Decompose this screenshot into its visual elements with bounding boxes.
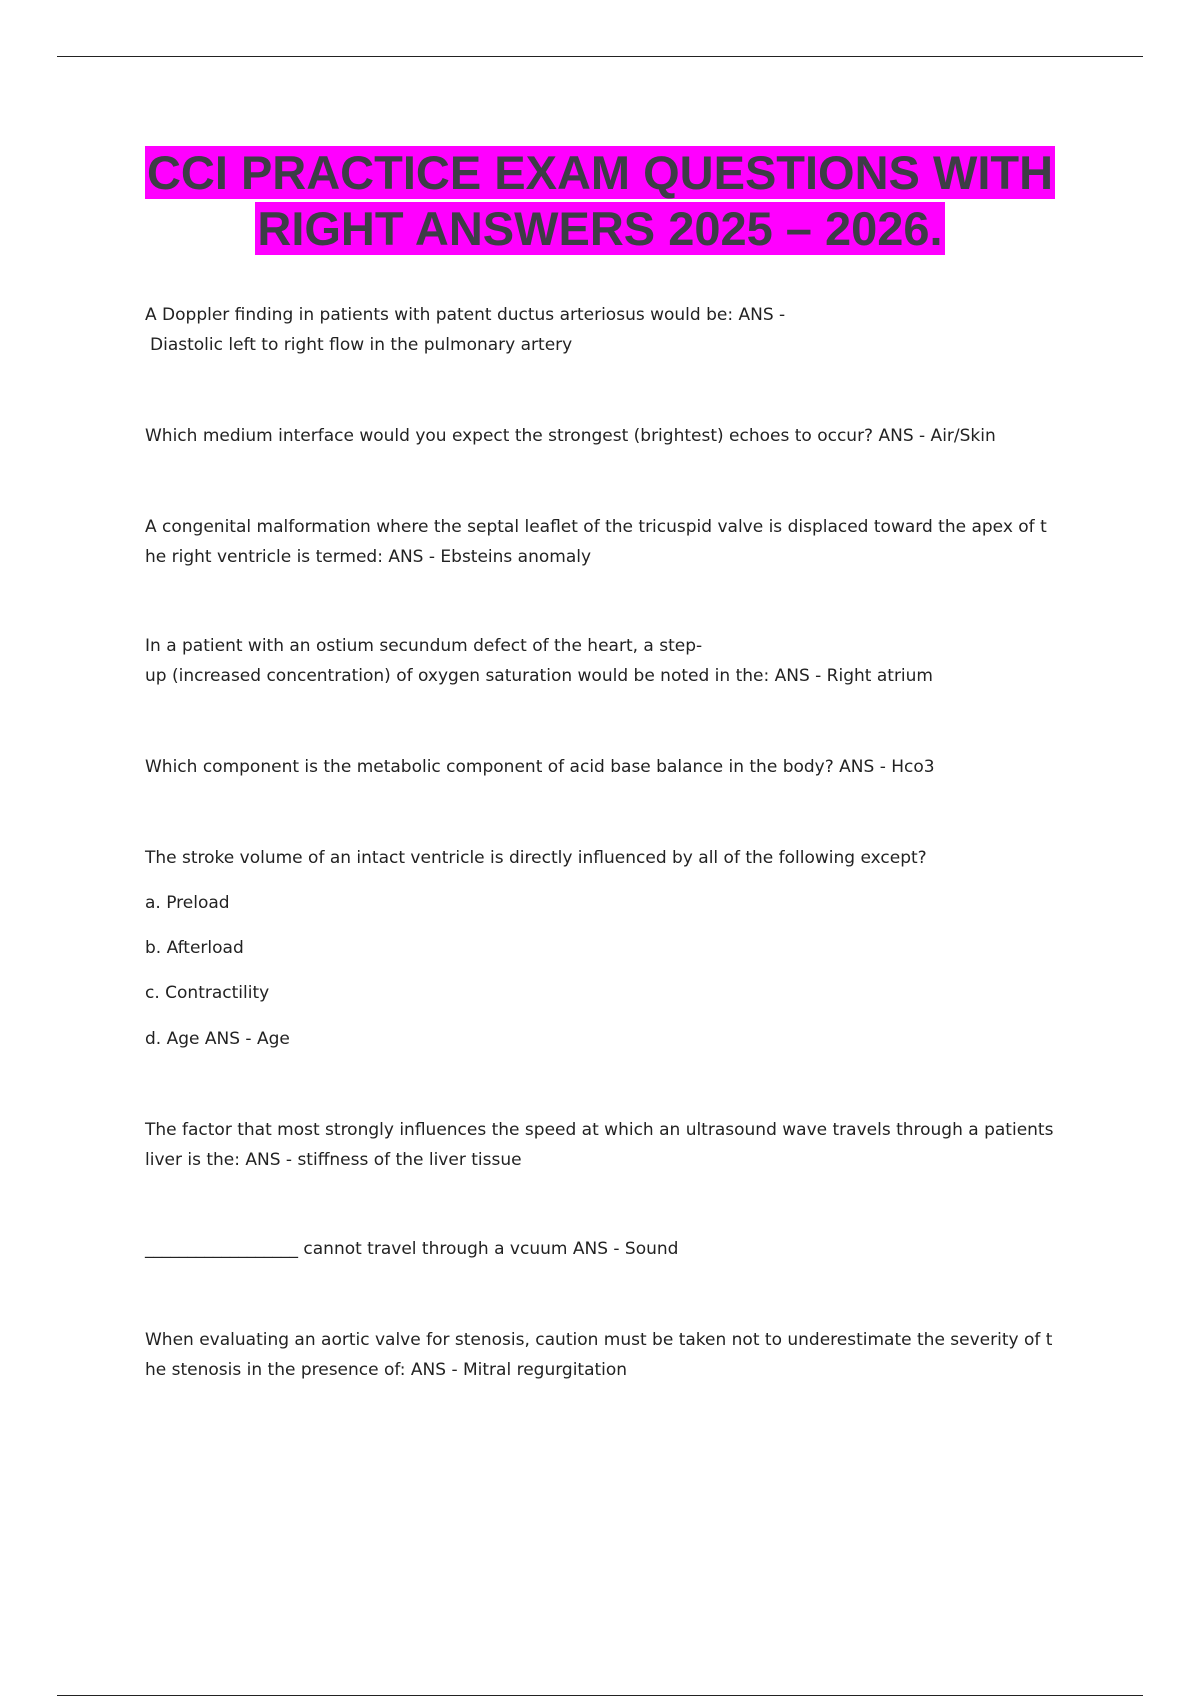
question-5 [145, 752, 1095, 782]
question-9 [145, 1325, 1095, 1385]
title-line-2: RIGHT ANSWERS 2025 – 2026. [257, 202, 943, 255]
question-6-option-b: b. Afterload [145, 938, 244, 958]
question-9-answer: he stenosis in the presence of: ANS - Mitral regurgitation [145, 1360, 628, 1380]
question-6-text: The stroke volume of an intact ventricle is directly influenced by all of the following except? [145, 848, 927, 868]
question-7-answer: liver is the: ANS - stiffness of the liver tissue [145, 1150, 522, 1170]
question-2-text: Which medium interface would you expect the strongest (brightest) echoes to occur? ANS - Air/Skin [145, 426, 996, 446]
question-6 [145, 843, 1095, 873]
question-6-option-a: a. Preload [145, 893, 230, 913]
question-4-text: In a patient with an ostium secundum defect of the heart, a step- [145, 636, 703, 656]
question-4-answer: up (increased concentration) of oxygen saturation would be noted in the: ANS - Right atrium [145, 666, 933, 686]
question-3 [145, 512, 1095, 572]
question-4 [145, 631, 1095, 691]
question-7-text: The factor that most strongly influences the speed at which an ultrasound wave travels through a patients [145, 1120, 1054, 1140]
question-1-text: A Doppler finding in patients with patent ductus arteriosus would be: ANS - [145, 305, 786, 325]
question-5-text: Which component is the metabolic component of acid base balance in the body? ANS - Hco3 [145, 757, 935, 777]
question-1 [145, 300, 1095, 360]
top-rule [57, 56, 1143, 57]
question-6-option-c: c. Contractility [145, 983, 270, 1003]
document-title [60, 145, 1140, 257]
question-6-option-d: d. Age ANS - Age [145, 1029, 290, 1049]
question-1-answer: Diastolic left to right flow in the pulmonary artery [150, 335, 573, 355]
question-2 [145, 421, 1095, 451]
title-line-1: CCI PRACTICE EXAM QUESTIONS WITH [146, 146, 1054, 199]
question-3-text: A congenital malformation where the septal leaflet of the tricuspid valve is displaced toward the apex of t [145, 517, 1047, 537]
bottom-rule [57, 1695, 1143, 1696]
question-8-text: __________________ cannot travel through a vcuum ANS - Sound [145, 1239, 679, 1259]
question-3-answer: he right ventricle is termed: ANS - Ebsteins anomaly [145, 547, 592, 567]
question-7 [145, 1115, 1095, 1175]
question-9-text: When evaluating an aortic valve for stenosis, caution must be taken not to underestimate the severity of t [145, 1330, 1053, 1350]
question-8 [145, 1234, 1095, 1264]
